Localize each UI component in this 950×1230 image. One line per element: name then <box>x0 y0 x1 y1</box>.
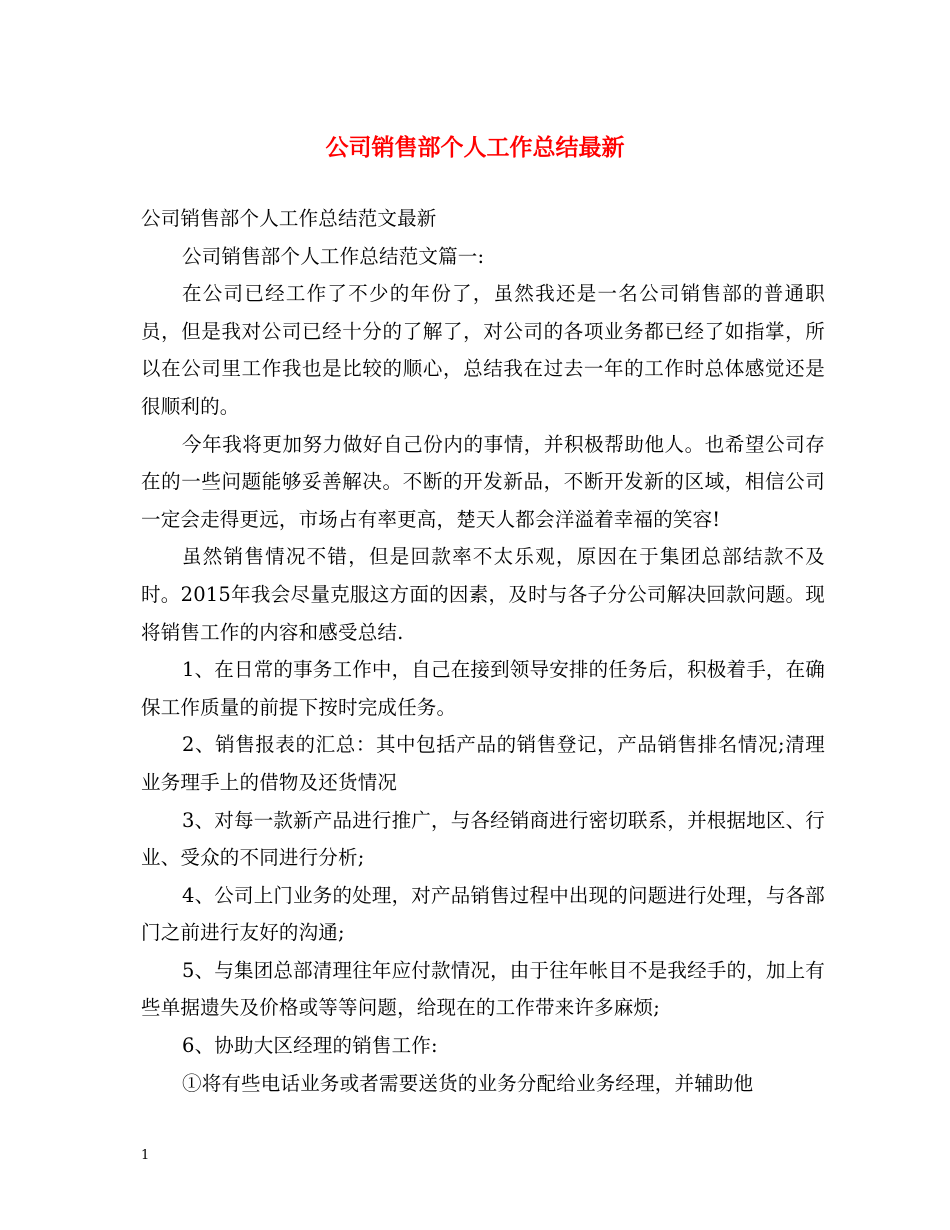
paragraph-section-heading: 公司销售部个人工作总结范文篇一: <box>182 244 485 268</box>
list-item: 2、销售报表的汇总：其中包括产品的销售登记，产品销售排名情况;清理业务理手上的借物及还货情况 <box>141 733 825 794</box>
paragraph: 今年我将更加努力做好自己份内的事情，并积极帮助他人。也希望公司存在的一些问题能够妥善解决。不断的开发新品，不断开发新的区域，相信公司一定会走得更远，市场占有率更高，楚天人都会洋溢着幸福的笑容! <box>141 432 825 531</box>
list-item: 3、对每一款新产品进行推广，与各经销商进行密切联系，并根据地区、行业、受众的不同进行分析; <box>141 808 826 870</box>
paragraph: 虽然销售情况不错，但是回款率不太乐观，原因在于集团总部结款不及时。2015年我会尽量克服这方面的因素，及时与各子分公司解决回款问题。现将销售工作的内容和感受总结. <box>141 545 825 644</box>
paragraph: 在公司已经工作了不少的年份了，虽然我还是一名公司销售部的普通职员，但是我对公司已经十分的了解了，对公司的各项业务都已经了如指掌，所以在公司里工作我也是比较的顺心，总结我在过去一年的工作时总体感觉还是很顺利的。 <box>141 282 825 418</box>
document-body <box>141 200 825 1102</box>
list-item: 6、协助大区经理的销售工作: <box>182 1034 438 1058</box>
list-item: 4、公司上门业务的处理，对产品销售过程中出现的问题进行处理，与各部门之前进行友好的沟通; <box>141 883 826 945</box>
list-item: ①将有些电话业务或者需要送货的业务分配给业务经理，并辅助他 <box>182 1071 754 1095</box>
list-item: 1、在日常的事务工作中，自己在接到领导安排的任务后，积极着手，在确保工作质量的前提下按时完成任务。 <box>141 658 826 719</box>
list-item: 5、与集团总部清理往年应付款情况，由于往年帐目不是我经手的，加上有些单据遗失及价格或等等问题，给现在的工作带来许多麻烦; <box>141 958 826 1020</box>
paragraph-subtitle: 公司销售部个人工作总结范文最新 <box>141 207 437 230</box>
document-title: 公司销售部个人工作总结最新 <box>325 134 625 161</box>
page-number: 1 <box>141 1148 150 1163</box>
